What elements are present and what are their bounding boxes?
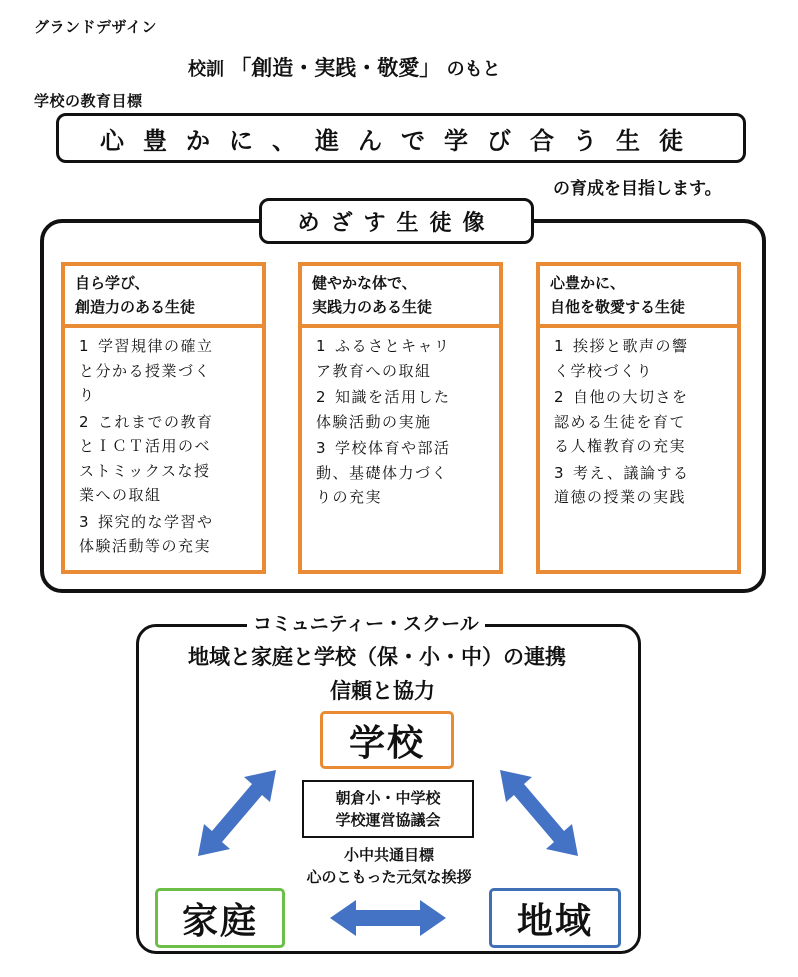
item-number: 1 bbox=[79, 337, 91, 355]
item-text: 体験活動等の充実 bbox=[79, 537, 212, 555]
arrow-school-region bbox=[500, 770, 578, 856]
motto-prefix: 校訓 bbox=[188, 59, 224, 80]
region-node bbox=[489, 888, 621, 948]
item-text: 体験活動の実施 bbox=[316, 412, 432, 431]
ideal-student-title-text: めざす生徒像 bbox=[297, 210, 496, 236]
item-text: り bbox=[79, 386, 96, 404]
goal-label: 学校の教育目標 bbox=[34, 92, 143, 110]
motto-main: 「創造・実践・敬愛」 bbox=[230, 56, 441, 80]
item-text: りの充実 bbox=[316, 488, 383, 506]
item-text: 道徳の授業の実践 bbox=[554, 488, 687, 506]
item-number: 1 bbox=[554, 337, 566, 355]
council-line: 学校運営協議会 bbox=[335, 811, 441, 829]
item-text: と分かる授業づく bbox=[79, 361, 212, 380]
item-text: 学習規律の確立 bbox=[98, 337, 214, 355]
common-goal-line: 小中共通目標 bbox=[343, 846, 434, 864]
item-number: 1 bbox=[316, 337, 328, 355]
home-node bbox=[155, 888, 285, 948]
column-head-line: 心豊かに、 bbox=[550, 274, 626, 292]
item-text: これまでの教育 bbox=[98, 412, 214, 431]
column-head-line: 創造力のある生徒 bbox=[75, 298, 196, 316]
education-goal-suffix: の育成を目指します。 bbox=[553, 179, 722, 199]
item-number: 2 bbox=[554, 388, 566, 406]
home-label: 家庭 bbox=[181, 899, 258, 942]
item-text: ふるさとキャリ bbox=[335, 337, 451, 355]
item-text: く学校づくり bbox=[554, 361, 654, 380]
item-number: 2 bbox=[316, 388, 328, 406]
item-number: 2 bbox=[79, 412, 91, 431]
school-label: 学校 bbox=[348, 721, 425, 764]
school-node bbox=[320, 711, 454, 769]
item-number: 3 bbox=[79, 512, 91, 531]
arrow-school-home bbox=[198, 770, 276, 856]
arrow-home-region bbox=[330, 900, 446, 936]
item-text: 動、基礎体力づく bbox=[316, 463, 449, 482]
common-goal bbox=[270, 844, 508, 888]
item-text: 自他の大切さを bbox=[573, 388, 689, 406]
item-text: 挨拶と歌声の響 bbox=[573, 337, 689, 355]
item-text: とＩＣＴ活用のベ bbox=[79, 437, 212, 455]
item-text: ストミックスな授 bbox=[79, 461, 211, 480]
item-number: 3 bbox=[316, 439, 328, 457]
community-cooperation-line: 地域と家庭と学校（保・小・中）の連携 bbox=[182, 641, 572, 671]
column-head-line: 自ら学び、 bbox=[75, 274, 150, 292]
item-text: ア教育への取組 bbox=[316, 361, 432, 380]
item-number: 3 bbox=[554, 463, 566, 482]
column-head-line: 健やかな体で、 bbox=[312, 274, 417, 292]
column-head-line: 自他を敬愛する生徒 bbox=[550, 298, 686, 316]
school-council-box bbox=[302, 780, 474, 838]
item-text: る人権教育の充実 bbox=[554, 437, 687, 455]
item-text: 考え、議論する bbox=[573, 463, 690, 482]
education-goal: 心豊かに、進んで学び合う生徒 bbox=[100, 126, 702, 155]
grand-design-label: グランドデザイン bbox=[34, 18, 157, 36]
item-text: 探究的な学習や bbox=[98, 512, 214, 531]
item-text: 業への取組 bbox=[79, 486, 162, 504]
council-line: 朝倉小・中学校 bbox=[335, 789, 441, 807]
item-text: 学校体育や部活 bbox=[335, 439, 451, 457]
motto-suffix: のもと bbox=[446, 59, 501, 80]
item-text: 認める生徒を育て bbox=[554, 412, 687, 431]
region-label: 地域 bbox=[516, 899, 593, 942]
common-goal-line: 心のこもった元気な挨拶 bbox=[306, 868, 472, 886]
column-head-line: 実践力のある生徒 bbox=[312, 298, 433, 316]
trust-cooperation-line: 信頼と協力 bbox=[324, 675, 441, 705]
item-text: 知識を活用した bbox=[335, 388, 451, 406]
community-school-title: コミュニティー・スクール bbox=[247, 609, 485, 636]
